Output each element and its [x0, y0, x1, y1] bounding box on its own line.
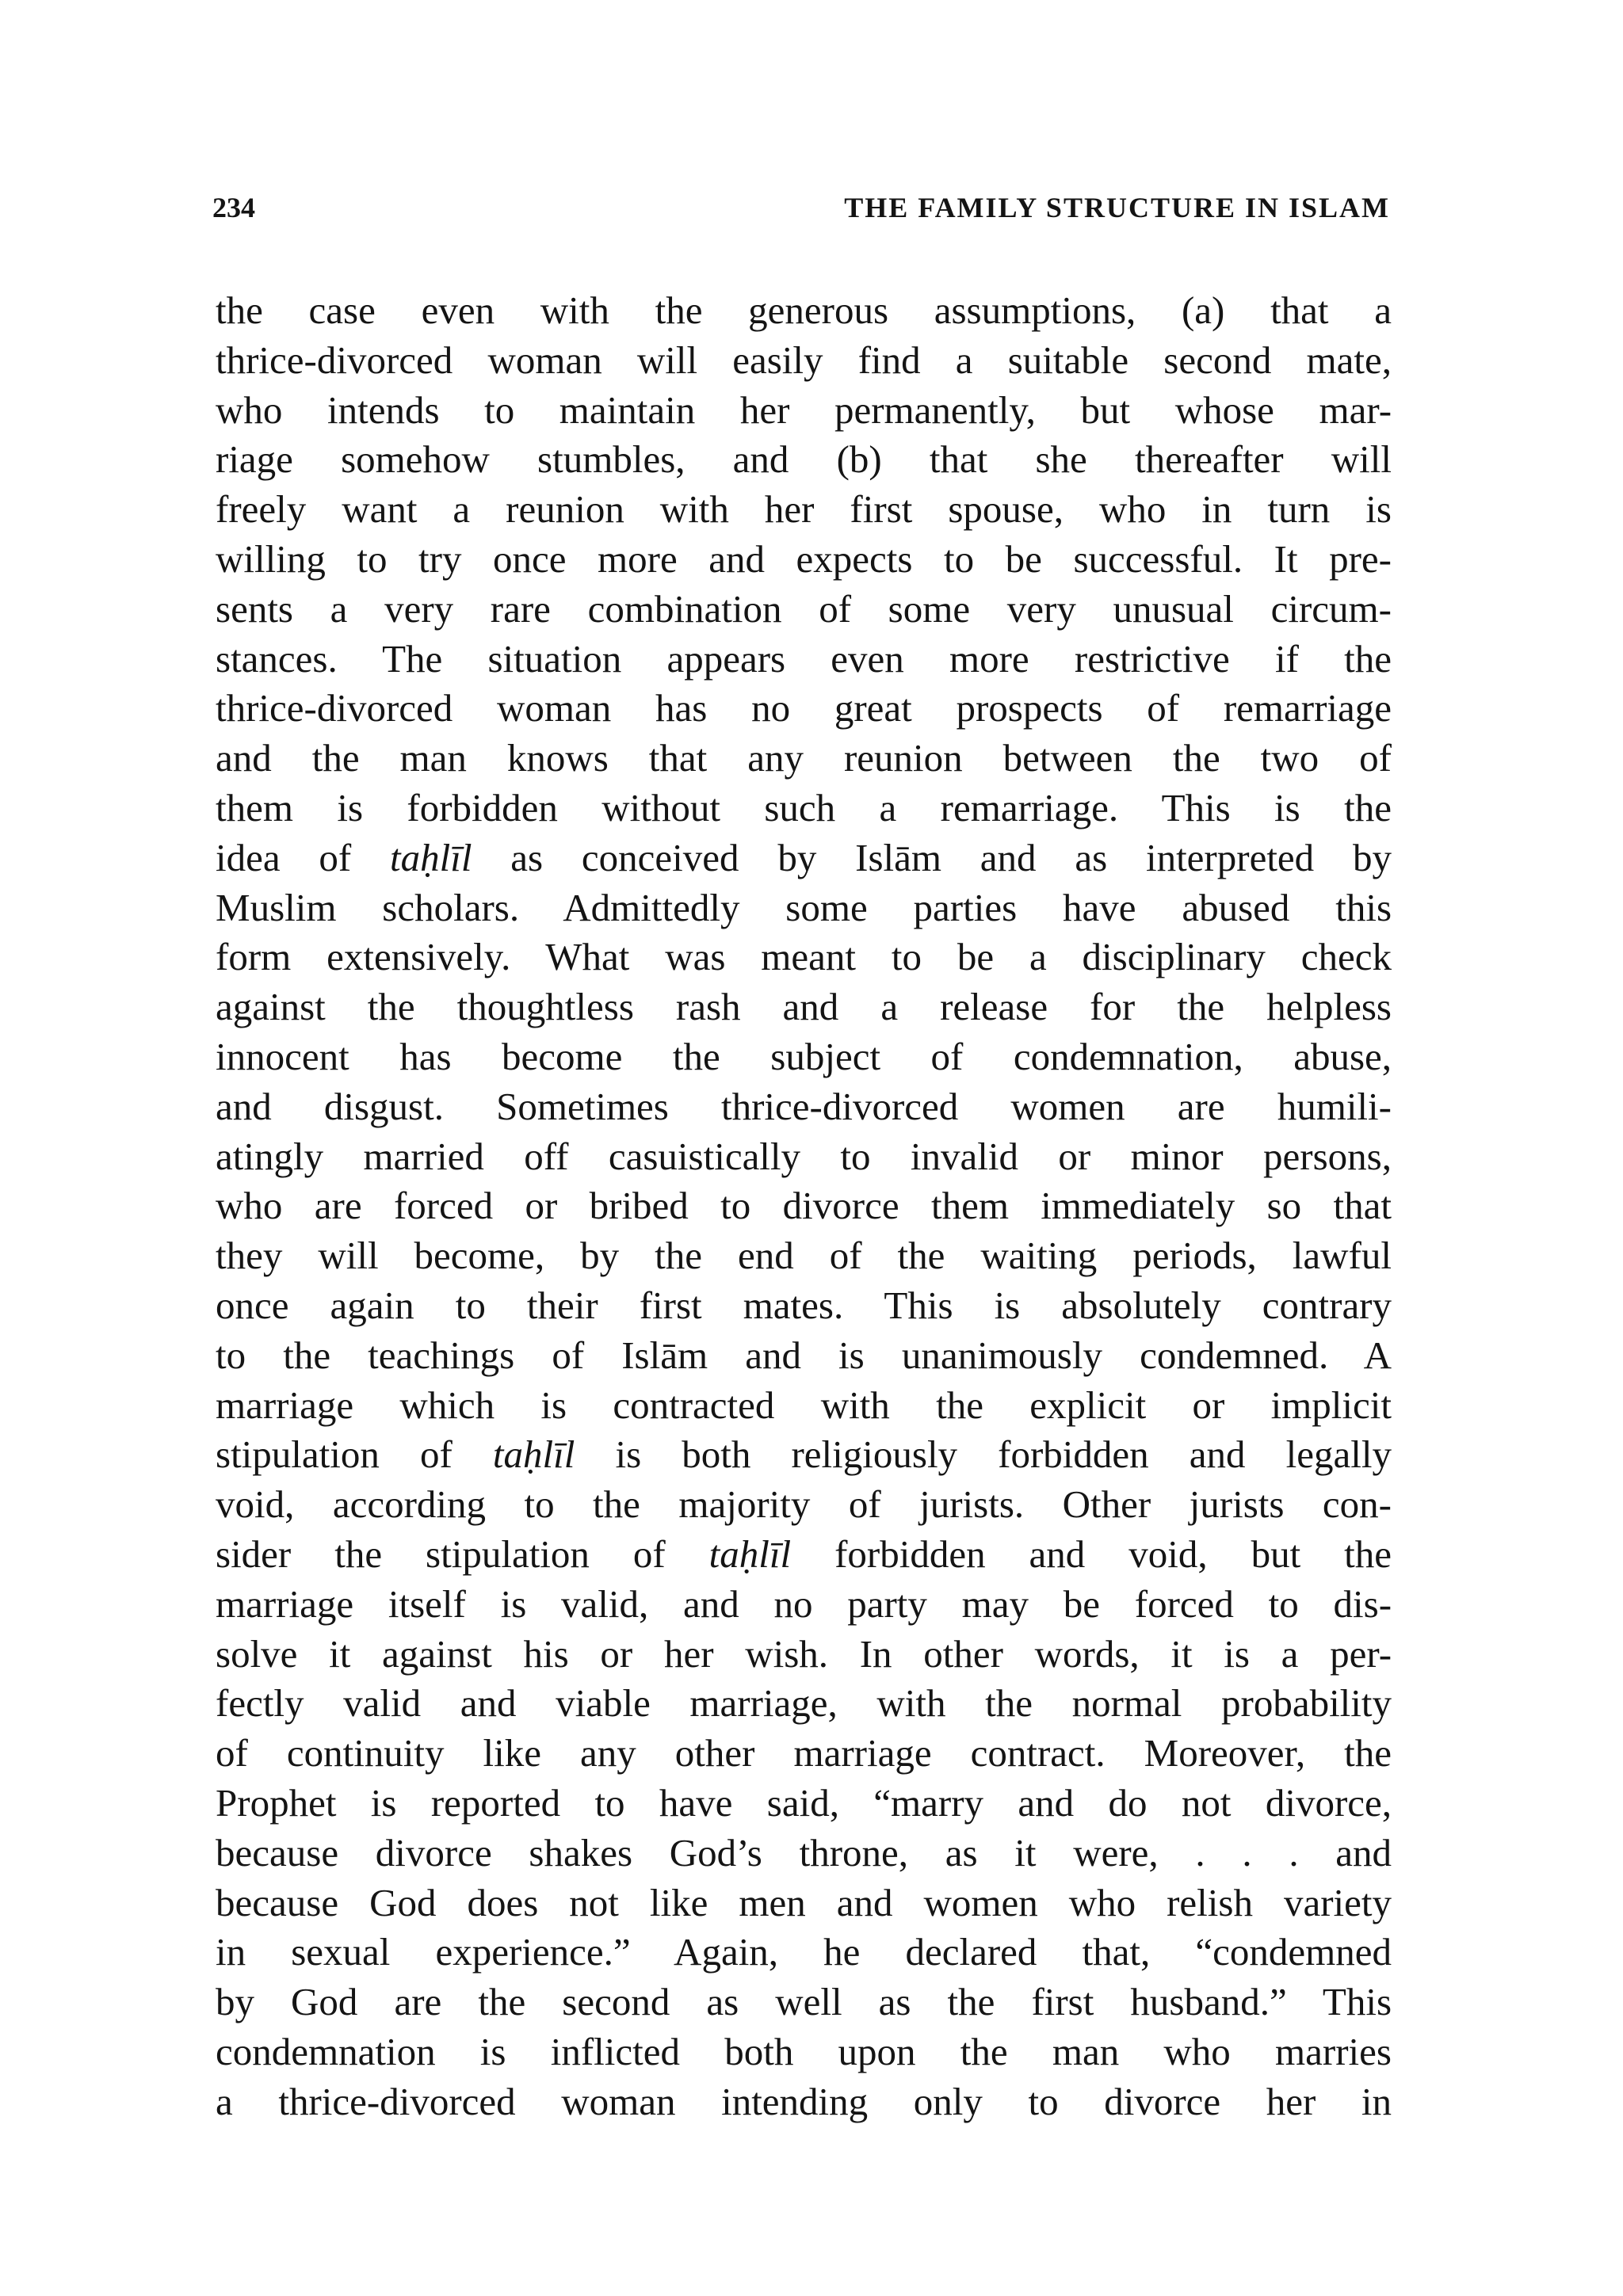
text-segment: to the teachings of Islām and is unanimously condemned. A	[216, 1333, 1392, 1377]
text-line	[216, 1580, 1392, 1630]
text-line	[216, 684, 1392, 734]
text-segment: freely want a reunion with her first spouse, who in turn is	[216, 487, 1392, 532]
text-segment: who are forced or bribed to divorce them immediately so that	[216, 1184, 1392, 1228]
text-line	[216, 1331, 1392, 1381]
text-segment: them is forbidden without such a remarriage. This is the	[216, 785, 1392, 830]
text-line	[216, 336, 1392, 386]
running-head-title: THE FAMILY STRUCTURE IN ISLAM	[844, 192, 1390, 223]
text-line	[216, 1381, 1392, 1431]
text-segment: thrice-divorced woman has no great prospects of remarriage	[216, 686, 1392, 730]
text-line	[216, 2027, 1392, 2077]
text-segment: fectly valid and viable marriage, with the normal probability	[216, 1681, 1392, 1726]
text-line	[216, 585, 1392, 635]
text-segment: Muslim scholars. Admittedly some parties have abused this	[216, 885, 1392, 929]
page-number: 234	[212, 192, 255, 223]
text-line	[216, 1779, 1392, 1829]
text-line	[216, 386, 1392, 436]
text-line	[216, 1630, 1392, 1680]
text-segment: marriage which is contracted with the explicit or implicit	[216, 1383, 1392, 1427]
text-segment: marriage itself is valid, and no party may be forced to dis-	[216, 1581, 1392, 1626]
text-line	[216, 883, 1392, 933]
italic-term: taḥlīl	[708, 1531, 792, 1576]
text-segment: they will become, by the end of the waiting periods, lawful	[216, 1234, 1392, 1278]
text-line	[216, 1281, 1392, 1331]
text-segment: stances. The situation appears even more restrictive if the	[216, 636, 1392, 681]
text-line	[216, 485, 1392, 535]
text-segment: who intends to maintain her permanently, but whose mar-	[216, 387, 1392, 432]
text-segment: atingly married off casuistically to invalid or minor persons,	[216, 1134, 1392, 1178]
text-segment: willing to try once more and expects to be successful. It pre-	[216, 536, 1392, 581]
text-segment: because God does not like men and women who relish variety	[216, 1880, 1392, 1924]
text-line	[216, 1132, 1392, 1182]
text-segment: is both religiously forbidden and legally	[575, 1432, 1392, 1477]
text-segment: because divorce shakes God’s throne, as it were, . . . and	[216, 1830, 1392, 1875]
body-text	[216, 286, 1392, 2126]
text-segment: idea of	[216, 835, 391, 879]
text-segment: as conceived by Islām and as interpreted by	[472, 835, 1392, 879]
text-segment: a thrice-divorced woman intending only to divorce her in	[216, 2079, 1392, 2123]
text-segment: once again to their first mates. This is absolutely contrary	[216, 1283, 1392, 1327]
text-line	[216, 2077, 1392, 2127]
text-line	[216, 933, 1392, 982]
text-line	[216, 1978, 1392, 2027]
text-segment: sents a very rare combination of some very unusual circum-	[216, 586, 1392, 631]
text-line	[216, 1829, 1392, 1878]
text-line	[216, 1729, 1392, 1779]
text-line	[216, 734, 1392, 784]
italic-term: taḥlīl	[390, 835, 472, 879]
text-segment: of continuity like any other marriage contract. Moreover, the	[216, 1731, 1392, 1775]
text-segment: stipulation of	[216, 1432, 493, 1477]
text-line	[216, 1430, 1392, 1480]
text-segment: condemnation is inflicted both upon the man who marries	[216, 2029, 1392, 2073]
text-line	[216, 1231, 1392, 1281]
italic-term: taḥlīl	[492, 1432, 575, 1477]
text-line	[216, 1530, 1392, 1580]
text-segment: and the man knows that any reunion between the two of	[216, 736, 1392, 780]
text-line	[216, 1679, 1392, 1729]
text-line	[216, 635, 1392, 685]
text-line	[216, 1928, 1392, 1978]
text-line	[216, 1878, 1392, 1928]
text-segment: solve it against his or her wish. In other words, it is a per-	[216, 1631, 1392, 1676]
text-segment: riage somehow stumbles, and (b) that she thereafter will	[216, 437, 1392, 482]
text-segment: forbidden and void, but the	[791, 1531, 1392, 1576]
text-segment: Prophet is reported to have said, “marry and do not divorce,	[216, 1780, 1392, 1825]
text-segment: void, according to the majority of jurists. Other jurists con-	[216, 1482, 1392, 1527]
text-line	[216, 784, 1392, 833]
text-line	[216, 535, 1392, 585]
text-segment: innocent has become the subject of condemnation, abuse,	[216, 1034, 1392, 1078]
text-line	[216, 1181, 1392, 1231]
text-segment: form extensively. What was meant to be a disciplinary check	[216, 935, 1392, 979]
text-line	[216, 982, 1392, 1032]
running-head	[212, 184, 1390, 231]
text-segment: by God are the second as well as the first husband.” This	[216, 1980, 1392, 2024]
text-line	[216, 1480, 1392, 1530]
text-segment: and disgust. Sometimes thrice-divorced women are humili-	[216, 1084, 1392, 1128]
text-segment: thrice-divorced woman will easily find a suitable second mate,	[216, 338, 1392, 382]
text-line	[216, 1082, 1392, 1132]
text-line	[216, 435, 1392, 485]
text-line	[216, 286, 1392, 336]
text-segment: in sexual experience.” Again, he declared that, “condemned	[216, 1930, 1392, 1974]
text-line	[216, 833, 1392, 883]
text-segment: the case even with the generous assumptions, (a) that a	[216, 288, 1392, 332]
text-segment: against the thoughtless rash and a release for the helpless	[216, 985, 1392, 1029]
text-segment: sider the stipulation of	[216, 1531, 709, 1576]
text-line	[216, 1032, 1392, 1082]
